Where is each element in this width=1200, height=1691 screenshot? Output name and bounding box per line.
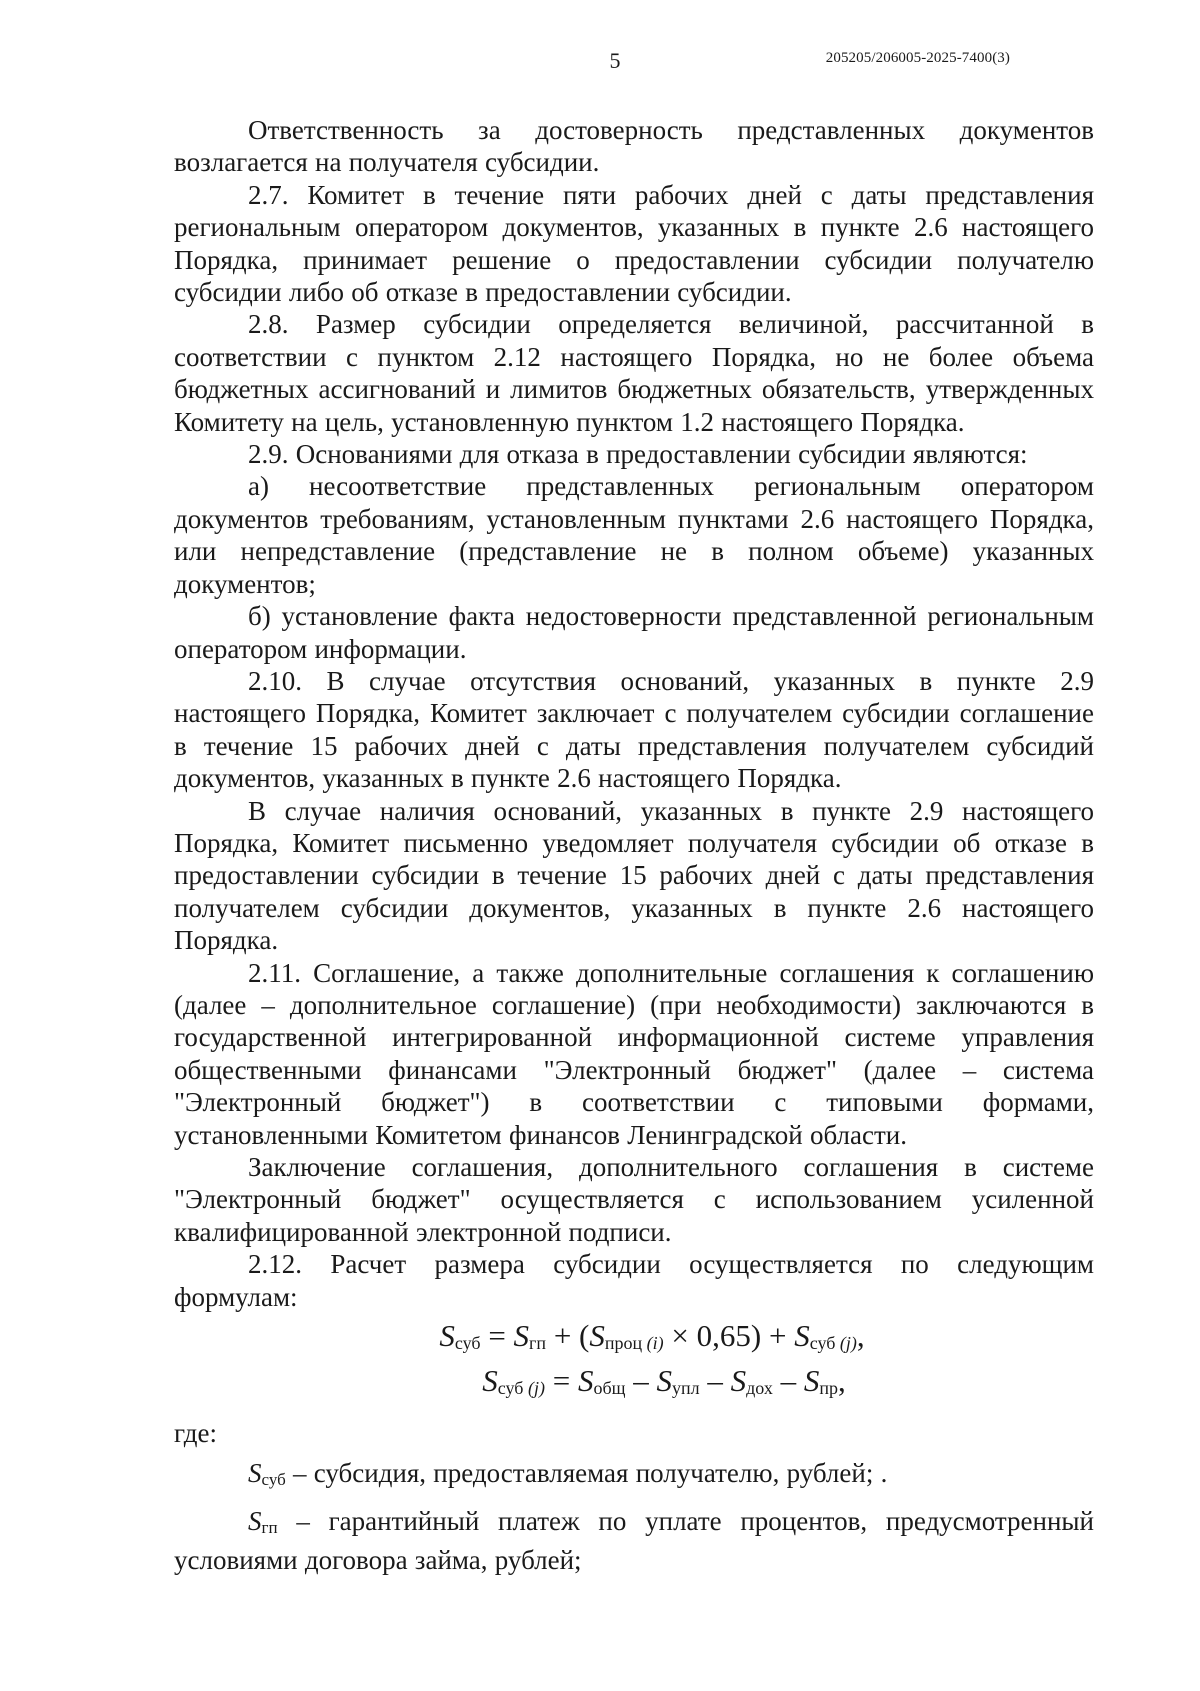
formula-subscript: дох xyxy=(746,1378,773,1399)
formula-symbol: S xyxy=(730,1363,747,1399)
formula-subscript-text: проц xyxy=(604,1333,647,1354)
definition-s-sub xyxy=(174,1457,1094,1496)
paragraph-2-12: 2.12. Расчет размера субсидии осуществляется по следующим формулам: xyxy=(174,1249,1094,1312)
paragraph-2-10: 2.10. В случае отсутствия оснований, указанных в пункте 2.9 настоящего Порядка, Комитет заключает с получателем субсидии соглашение в течение 15 рабочих дней с даты представления получателем субсидий документов, указанных в пункте 2.6 настоящего Порядка. xyxy=(174,665,1094,794)
formula-subscript: гп xyxy=(529,1333,547,1354)
where-label: где: xyxy=(174,1418,217,1449)
formula-symbol: S xyxy=(482,1363,498,1399)
formula-operator: + ( xyxy=(546,1318,590,1354)
formula-symbol: S xyxy=(577,1363,594,1399)
paragraph-responsibility: Ответственность за достоверность представленных документов возлагается на получателя субсидии. xyxy=(174,115,1094,178)
paragraph-2-10-refusal: В случае наличия оснований, указанных в пункте 2.9 настоящего Порядка, Комитет письменно уведомляет получателя субсидии об отказе в предоставлении субсидии в течение 15 рабочих дней с даты представления получателем субсидии документов, указанных в пункте 2.6 настоящего Порядка. xyxy=(174,795,1094,956)
paragraph-2-9-b: б) установление факта недостоверности представленной региональным оператором информации. xyxy=(174,601,1094,664)
formula-line-2 xyxy=(174,1362,1094,1407)
formula-subscript xyxy=(810,1333,857,1353)
paragraph-2-9: 2.9. Основаниями для отказа в предоставлении субсидии являются: xyxy=(248,439,1028,470)
formula-operator: = xyxy=(480,1318,514,1354)
formula-operator: – xyxy=(772,1363,804,1399)
formula-operator: – xyxy=(625,1363,657,1399)
formula-symbol: S xyxy=(794,1318,810,1354)
formula-subscript: суб xyxy=(454,1333,481,1354)
formula-subscript: упл xyxy=(671,1378,700,1399)
paragraph-2-7: 2.7. Комитет в течение пяти рабочих дней с даты представления региональным оператором документов, указанных в пункте 2.6 настоящего Порядка, принимает решение о предоставлении субсидии получателю субсидии либо об отказе в предоставлении субсидии. xyxy=(174,179,1094,308)
formula-index: (j) xyxy=(839,1333,857,1354)
formula-subscript: пр xyxy=(819,1378,838,1399)
document-body xyxy=(174,114,1094,1577)
definition-subscript: суб xyxy=(261,1470,286,1490)
formula-subscript-text: суб xyxy=(497,1378,528,1399)
definition-text: – субсидия, предоставляемая получателю, рублей; . xyxy=(285,1458,888,1489)
paragraph-2-11: 2.11. Соглашение, а также дополнительные соглашения к соглашению (далее – дополнительное соглашение) (при необходимости) заключаются в государственной интегрированной информационной системе управления общественными финансами "Электронный бюджет" (далее – система "Электронный бюджет") в соответствии с типовыми формами, установленными Комитетом финансов Ленинградской области. xyxy=(174,957,1094,1150)
formula-punctuation: , xyxy=(856,1318,865,1354)
definition-subscript: гп xyxy=(261,1517,278,1537)
formula-line-1 xyxy=(174,1317,1094,1362)
formula-symbol: S xyxy=(656,1363,672,1399)
paragraph-2-8: 2.8. Размер субсидии определяется величиной, рассчитанной в соответствии с пунктом 2.12 настоящего Порядка, но не более объема бюджетных ассигнований и лимитов бюджетных обязательств, утвержденных Комитету на цель, установленную пунктом 1.2 настоящего Порядка. xyxy=(174,309,1094,437)
subsidy-formula xyxy=(174,1317,1094,1407)
formula-symbol: S xyxy=(439,1318,455,1354)
document-id: 205205/206005-2025-7400(3) xyxy=(825,50,1010,66)
definition-text: – гарантийный платеж по уплате процентов, предусмотренный условиями договора займа, рублей; xyxy=(174,1505,1094,1576)
formula-symbol: S xyxy=(589,1318,605,1354)
formula-operator: = xyxy=(544,1363,578,1399)
formula-subscript xyxy=(498,1378,545,1398)
formula-operator: × 0,65) + xyxy=(663,1318,795,1354)
formula-operator: – xyxy=(699,1363,731,1399)
formula-index: (j) xyxy=(527,1378,545,1399)
page-number: 5 xyxy=(609,48,621,73)
paragraph-2-11-signature: Заключение соглашения, дополнительного соглашения в системе "Электронный бюджет" осуществляется с использованием усиленной квалифицированной электронной подписи. xyxy=(174,1152,1094,1247)
formula-subscript-text: суб xyxy=(809,1333,840,1354)
paragraph-2-9-a: а) несоответствие представленных региональным оператором документов требованиям, установленным пунктами 2.6 настоящего Порядка, или непредставление (представление не в полном объеме) указанных документов; xyxy=(174,471,1094,599)
definition-symbol: S xyxy=(248,1505,262,1536)
formula-symbol: S xyxy=(513,1318,530,1354)
formula-index: (i) xyxy=(646,1333,664,1354)
formula-subscript xyxy=(605,1333,664,1353)
definition-symbol: S xyxy=(248,1458,262,1489)
definition-s-gp xyxy=(174,1505,1094,1577)
formula-subscript: общ xyxy=(593,1378,626,1399)
formula-punctuation: , xyxy=(837,1363,846,1399)
formula-symbol: S xyxy=(803,1363,820,1399)
